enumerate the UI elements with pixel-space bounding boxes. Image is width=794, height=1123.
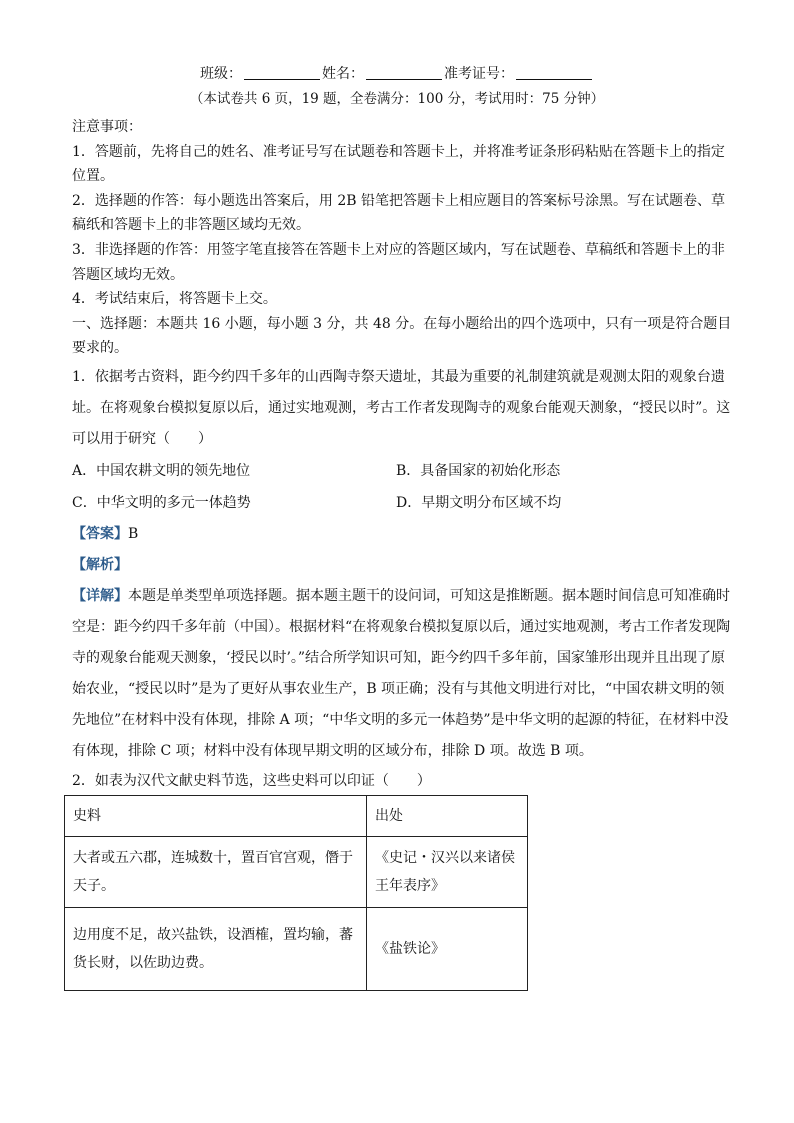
detail-label: 【详解】 [72,587,128,604]
question-2-stem: 2．如表为汉代文献史料节选，这些史料可以印证（ ） [72,772,431,789]
detail-text: 本题是单类型单项选择题。据本题主题干的设问词，可知这是推断题。据本题时间信息可知准确时空是：距今约四千多年前（中国）。根据材料“在将观象台模拟复原以后，通过实地观测，考古工作者发现陶寺的观象台能观天测象，‘授民以时’。”结合所学知识可知，距今约四千多年前，国家雏形出现并且出现了原始农业，“授民以时”是为了更好从事农业生产，B 项正确；没有与其他文明进行对比，“中国农耕文明的领先地位”在材料中没有体现，排除 A 项；“中华文明的多元一体趋势”是中华文明的起源的特征，在材料中没有体现，排除 C 项；材料中没有体现早期文明的区域分布，排除 D 项。故选 B 项。 [72,587,731,759]
answer-line [72,519,732,550]
notice-item: 1．答题前，先将自己的姓名、准考证号写在试题卷和答题卡上，并将准考证条形码粘贴在答题卡上的指定位置。 [72,143,725,185]
class-blank[interactable] [244,65,320,80]
question-1-stem: 1．依据考古资料，距今约四千多年的山西陶寺祭天遗址，其最为重要的礼制建筑就是观测太阳的观象台遗址。在将观象台模拟复原以后，通过实地观测，考古工作者发现陶寺的观象台能观天测象，“授民以时”。这可以用于研究（ ） [72,368,731,447]
section-heading: 一、选择题：本题共 16 小题，每小题 3 分，共 48 分。在每小题给出的四个选项中，只有一项是符合题目要求的。 [72,315,732,357]
notice-item: 3．非选择题的作答：用签字笔直接答在答题卡上对应的答题区域内，写在试题卷、草稿纸和答题卡上的非答题区域均无效。 [72,241,725,283]
option-b[interactable]: B．具备国家的初始化形态 [396,462,561,479]
answer-label: 【答案】 [72,525,128,542]
table-cell: 边用度不足，故兴盐铁，设酒榷，置均输，蕃货长财，以佐助边费。 [65,908,367,991]
option-a[interactable]: A．中国农耕文明的领先地位 [72,462,251,479]
answer-value: B [128,525,139,542]
notice-item: 2．选择题的作答：每小题选出答案后，用 2B 铅笔把答题卡上相应题目的答案标号涂黑。写在试题卷、草稿纸和答题卡上的非答题区域均无效。 [72,192,726,234]
exam-header [0,64,794,84]
table-row [65,837,528,908]
option-c[interactable]: C．中华文明的多元一体趋势 [72,494,251,511]
analysis-label: 【解析】 [72,556,128,573]
option-d[interactable]: D．早期文明分布区域不均 [396,494,562,511]
table-cell: 大者或五六郡，连城数十，置百官宫观，僭于天子。 [65,837,367,908]
analysis-line [72,550,732,581]
exam-no-blank[interactable] [516,65,592,80]
source-table [64,795,528,991]
exam-subtitle: （本试卷共 6 页，19 题，全卷满分：100 分，考试用时：75 分钟） [189,91,605,107]
notice-title: 注意事项： [72,119,142,135]
table-cell: 《盐铁论》 [367,908,528,991]
class-label: 班级： [200,66,242,82]
table-cell: 《史记・汉兴以来诸侯王年表序》 [367,837,528,908]
notice-item: 4．考试结束后，将答题卡上交。 [72,291,277,308]
exam-no-label: 准考证号： [444,66,514,82]
table-header-row [65,796,528,837]
name-blank[interactable] [366,65,442,80]
table-header-cell: 史料 [65,796,367,837]
name-label: 姓名： [322,66,364,82]
exam-content [72,115,732,794]
table-row [65,908,528,991]
detail-paragraph [72,581,732,767]
question-1-options [72,455,732,519]
table-header-cell: 出处 [367,796,528,837]
